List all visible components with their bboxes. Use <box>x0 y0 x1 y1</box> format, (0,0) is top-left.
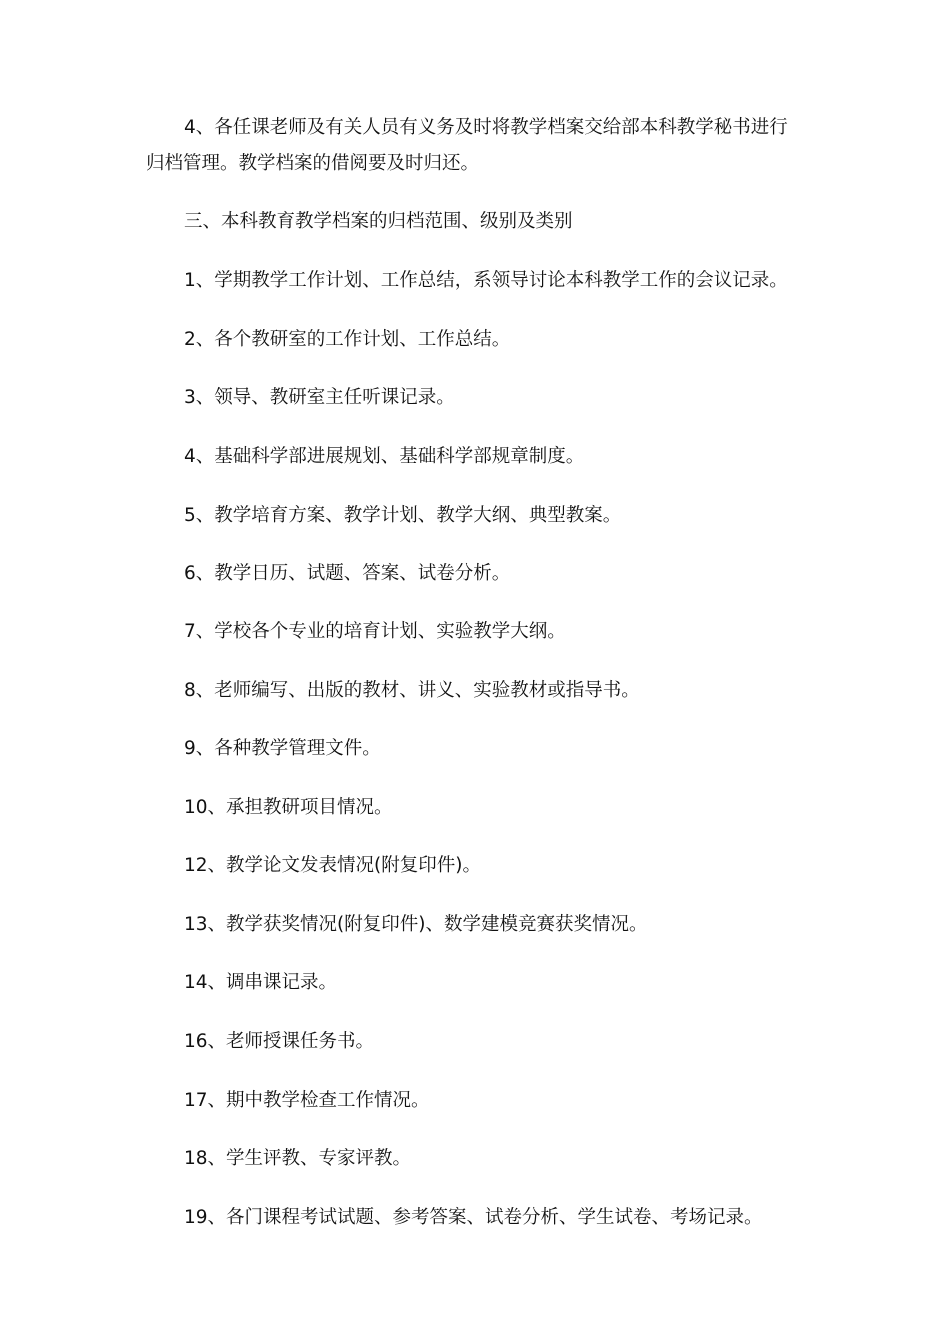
list-item: 16、老师授课任务书。 <box>184 1031 375 1052</box>
list-item: 17、期中教学检查工作情况。 <box>184 1090 430 1111</box>
list-item: 9、各种教学管理文件。 <box>184 738 381 759</box>
list-item: 5、教学培育方案、教学计划、教学大纲、典型教案。 <box>184 505 622 526</box>
section-three-heading: 三、本科教育教学档案的归档范围、级别及类别 <box>184 211 573 232</box>
paragraph-4-line-2: 归档管理。教学档案的借阅要及时归还。 <box>146 153 480 174</box>
list-item: 6、教学日历、试题、答案、试卷分析。 <box>184 563 511 584</box>
list-item: 18、学生评教、专家评教。 <box>184 1148 412 1169</box>
list-item: 7、学校各个专业的培育计划、实验教学大纲。 <box>184 621 566 642</box>
list-item: 13、教学获奖情况(附复印件)、数学建模竞赛获奖情况。 <box>184 914 648 935</box>
list-item: 14、调串课记录。 <box>184 972 338 993</box>
paragraph-4-line-1: 4、各任课老师及有关人员有义务及时将教学档案交给部本科教学秘书进行 <box>184 117 788 138</box>
list-item: 4、基础科学部进展规划、基础科学部规章制度。 <box>184 446 585 467</box>
list-item: 12、教学论文发表情况(附复印件)。 <box>184 855 481 876</box>
list-item: 19、各门课程考试试题、参考答案、试卷分析、学生试卷、考场记录。 <box>184 1207 763 1228</box>
list-item: 1、学期教学工作计划、工作总结，系领导讨论本科教学工作的会议记录。 <box>184 270 788 291</box>
list-item: 8、老师编写、出版的教材、讲义、实验教材或指导书。 <box>184 680 640 701</box>
list-item: 3、领导、教研室主任听课记录。 <box>184 387 455 408</box>
list-item: 10、承担教研项目情况。 <box>184 797 393 818</box>
list-item: 2、各个教研室的工作计划、工作总结。 <box>184 329 511 350</box>
